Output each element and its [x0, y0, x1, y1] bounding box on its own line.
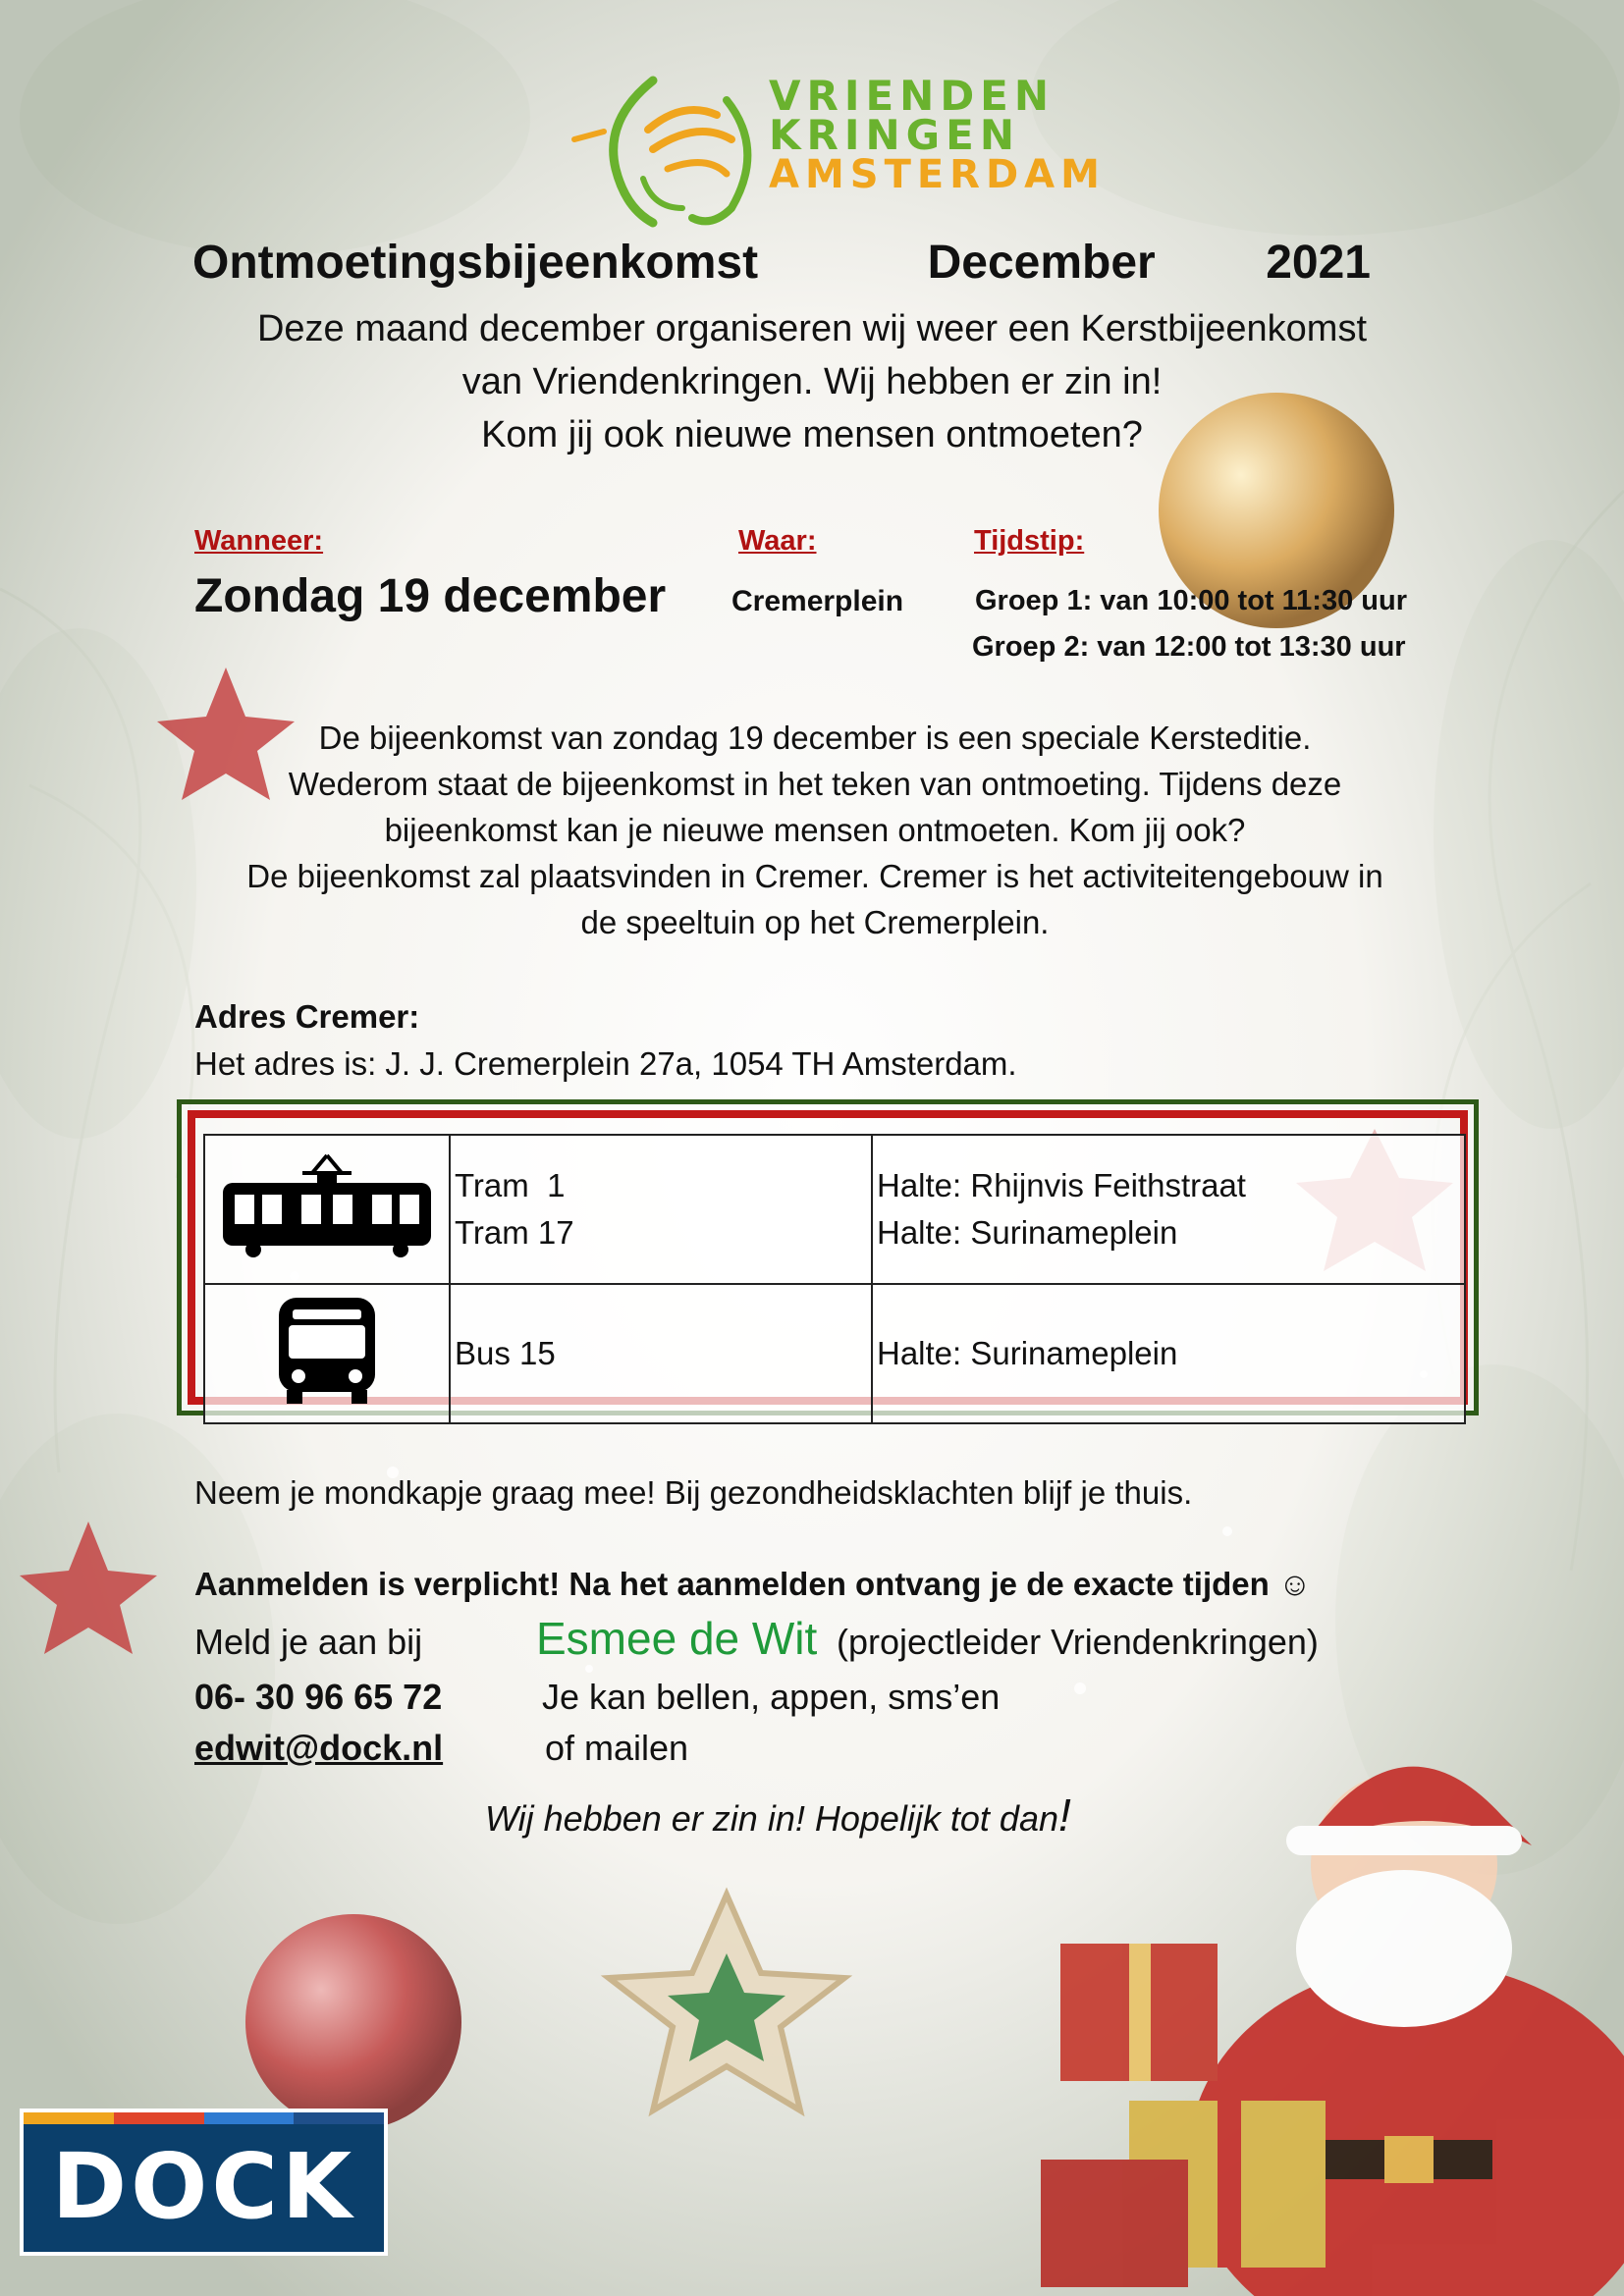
logo-line-amsterdam: AMSTERDAM	[769, 152, 1106, 197]
address-heading: Adres Cremer:	[194, 998, 420, 1035]
contact-role: (projectleider Vriendenkringen)	[837, 1622, 1319, 1662]
table-row	[204, 1135, 1465, 1284]
intro-line: Deze maand december organiseren wij weer een Kerstbijeenkomst	[256, 308, 1368, 349]
intro-line: Kom jij ook nieuwe mensen ontmoeten?	[481, 414, 1143, 455]
page-title: Ontmoetingsbijeenkomst	[192, 237, 759, 289]
address-text: Het adres is: J. J. Cremerplein 27a, 1054 TH Amsterdam.	[194, 1045, 1017, 1082]
transit-line: Bus 15	[455, 1335, 556, 1371]
contact-phone[interactable]: 06- 30 96 65 72	[194, 1677, 443, 1717]
description-line: De bijeenkomst van zondag 19 december is een speciale Kersteditie.	[318, 720, 1312, 756]
email-note: of mailen	[545, 1728, 689, 1768]
transit-line: Tram 1	[455, 1167, 566, 1203]
where-label: Waar:	[738, 525, 817, 557]
signup-meld-label: Meld je aan bij	[194, 1622, 423, 1662]
description-line: Wederom staat de bijeenkomst in het teken van ontmoeting. Tijdens deze	[288, 766, 1342, 802]
vriendenkringen-logo-mark	[535, 61, 790, 228]
title-month: December	[927, 237, 1156, 289]
tram-icon	[219, 1151, 435, 1259]
contact-email[interactable]: edwit@dock.nl	[194, 1728, 444, 1768]
time-label: Tijdstip:	[974, 525, 1085, 557]
logo-line-vrienden: VRIENDEN	[769, 72, 1056, 120]
logo-line-kringen: KRINGEN	[769, 111, 1020, 159]
event-location: Cremerplein	[731, 585, 904, 617]
event-group-1: Groep 1: van 10:00 tot 11:30 uur	[975, 585, 1407, 616]
transit-lines-cell	[450, 1284, 872, 1423]
closing-mark: !	[1058, 1789, 1071, 1841]
description-line: bijeenkomst kan je nieuwe mensen ontmoeten. Kom jij ook?	[384, 812, 1246, 848]
transit-line: Tram 17	[455, 1214, 574, 1251]
phone-note: Je kan bellen, appen, sms’en	[542, 1677, 1001, 1717]
closing-line	[485, 1789, 1071, 1842]
tram-icon-cell	[204, 1135, 450, 1284]
title-year: 2021	[1266, 237, 1371, 289]
event-date: Zondag 19 december	[194, 570, 667, 622]
transit-lines-cell	[450, 1135, 872, 1284]
bus-icon	[273, 1294, 381, 1406]
dock-logo	[20, 2109, 388, 2256]
signup-required: Aanmelden is verplicht! Na het aanmelden ontvang je de exacte tijden ☺	[194, 1566, 1312, 1602]
title-row	[192, 236, 1371, 290]
transit-stop: Halte: Rhijnvis Feithstraat	[877, 1167, 1246, 1203]
description	[157, 715, 1473, 945]
event-group-2: Groep 2: van 12:00 tot 13:30 uur	[972, 631, 1406, 663]
table-row	[204, 1284, 1465, 1423]
contact-name: Esmee de Wit	[536, 1613, 818, 1664]
intro-line: van Vriendenkringen. Wij hebben er zin in!	[461, 361, 1163, 402]
transit-stop: Halte: Surinameplein	[877, 1335, 1178, 1371]
transit-stops-cell	[872, 1135, 1465, 1284]
intro-text	[0, 302, 1624, 461]
closing-text: Wij hebben er zin in! Hopelijk tot dan	[485, 1798, 1058, 1839]
dock-logo-text: DOCK	[51, 2134, 356, 2239]
description-line: de speeltuin op het Cremerplein.	[580, 904, 1050, 940]
description-line: De bijeenkomst zal plaatsvinden in Cremer. Cremer is het activiteitengebouw in	[246, 858, 1383, 894]
when-label: Wanneer:	[194, 525, 324, 557]
transit-stops-cell	[872, 1284, 1465, 1423]
mask-notice: Neem je mondkapje graag mee! Bij gezondheidsklachten blijf je thuis.	[194, 1474, 1193, 1511]
transit-table-frame	[177, 1099, 1479, 1415]
transit-table	[203, 1134, 1466, 1424]
bus-icon-cell	[204, 1284, 450, 1423]
transit-stop: Halte: Surinameplein	[877, 1214, 1178, 1251]
